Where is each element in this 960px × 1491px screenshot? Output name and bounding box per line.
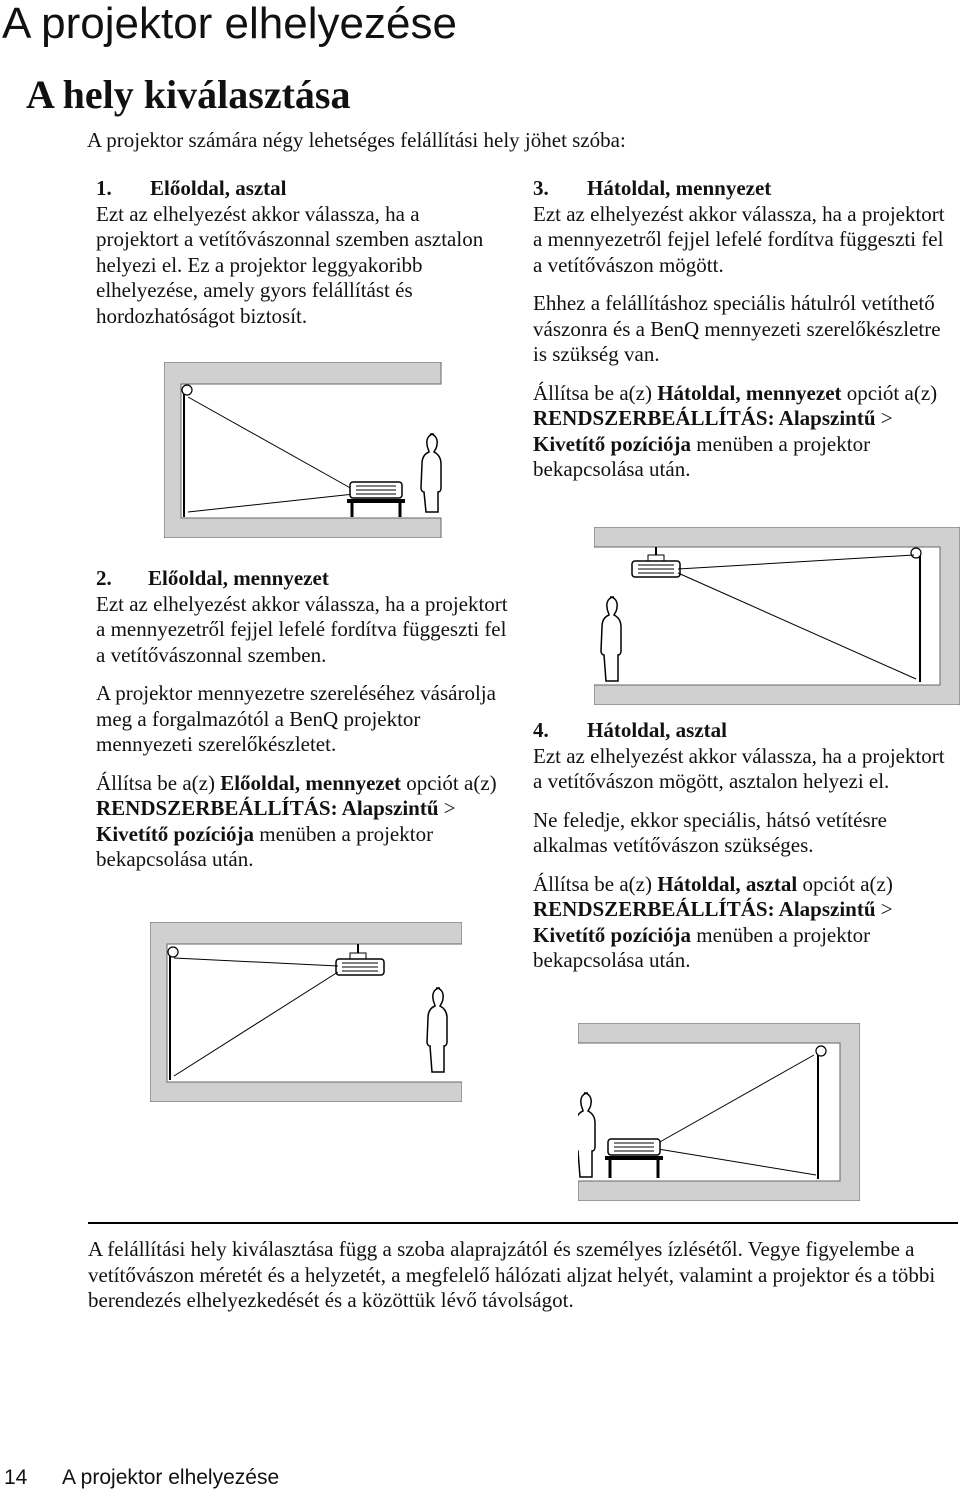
item-heading-text: Hátoldal, asztal (587, 718, 727, 742)
diagram-front-ceiling (150, 922, 462, 1102)
diagram-rear-table (578, 1023, 860, 1201)
divider (88, 1222, 958, 1224)
item-heading (533, 176, 953, 202)
projector-icon (336, 944, 384, 975)
item-heading (96, 566, 511, 592)
footer-section: A projektor elhelyezése (62, 1466, 280, 1489)
item-front-ceiling (96, 566, 511, 886)
projector-icon (608, 1139, 660, 1155)
item-paragraph: Állítsa be a(z) Előoldal, mennyezet opciót a(z) RENDSZERBEÁLLÍTÁS: Alapszintű > Kivetítő pozíciója menüben a projektor bekapcsolása után. (96, 770, 497, 871)
note-text: A felállítási hely kiválasztása függ a szoba alaprajzától és személyes ízlésétől. Vegye figyelembe a vetítővászon méretét és a helyzetét, a megfelelő hálózati aljzat helyét, valamint a projektor és a többi berendezés elhelyezkedését és a közöttük lévő távolságot. (88, 1237, 936, 1312)
person-icon (427, 988, 447, 1072)
diagram-rear-ceiling (594, 527, 960, 705)
item-heading-text: Hátoldal, mennyezet (587, 176, 772, 200)
item-number: 1. (96, 176, 112, 200)
item-number: 3. (533, 176, 549, 200)
item-paragraph: A projektor mennyezetre szereléséhez vásárolja meg a forgalmazótól a BenQ projektor mennyezeti szerelőkészletet. (96, 681, 496, 756)
item-number: 2. (96, 566, 112, 590)
item-heading (96, 176, 486, 202)
person-icon (578, 1093, 595, 1177)
person-icon (601, 597, 621, 681)
table-icon (605, 1156, 663, 1178)
diagram-front-table (164, 362, 442, 538)
item-paragraph: Ne feledje, ekkor speciális, hátsó vetítésre alkalmas vetítővászon szükséges. (533, 807, 887, 857)
item-paragraph: Ezt az elhelyezést akkor válassza, ha a projektort a vetítővászon mögött, asztalon helyezi el. (533, 743, 945, 793)
item-number: 4. (533, 718, 549, 742)
person-icon (421, 434, 441, 512)
item-paragraph: Állítsa be a(z) Hátoldal, asztal opciót a(z) RENDSZERBEÁLLÍTÁS: Alapszintű > Kivetítő pozíciója menüben a projektor bekapcsolása után. (533, 871, 893, 972)
page-number: 14 (4, 1466, 28, 1489)
item-rear-ceiling (533, 176, 953, 496)
item-paragraph: Ezt az elhelyezést akkor válassza, ha a projektort a vetítővászonnal szemben asztalon helyezi el. Ez a projektor leggyakoribb elhelyezése, amely gyors felállítást és hordozhatóságot biztosít. (96, 201, 484, 328)
section-title: A hely kiválasztása (26, 72, 351, 117)
item-paragraph: Ehhez a felállításhoz speciális hátulról vetíthető vászonra és a BenQ mennyezeti szerelőkészletre is szükség van. (533, 291, 941, 366)
intro-text: A projektor számára négy lehetséges felállítási hely jöhet szóba: (87, 128, 626, 152)
item-front-table (96, 176, 486, 342)
item-paragraph: Ezt az elhelyezést akkor válassza, ha a projektort a mennyezetről fejjel lefelé fordítva függeszti fel a vetítővászonnal szemben. (96, 591, 508, 667)
projector-icon (350, 482, 402, 498)
item-heading (533, 718, 953, 744)
item-rear-table (533, 718, 953, 987)
table-icon (347, 499, 405, 517)
item-heading-text: Előoldal, mennyezet (148, 566, 329, 590)
item-paragraph: Állítsa be a(z) Hátoldal, mennyezet opciót a(z) RENDSZERBEÁLLÍTÁS: Alapszintű > Kivetítő pozíciója menüben a projektor bekapcsolása után. (533, 380, 938, 481)
item-paragraph: Ezt az elhelyezést akkor válassza, ha a projektort a mennyezetről fejjel lefelé fordítva függeszti fel a vetítővászon mögött. (533, 201, 945, 277)
projector-icon (632, 547, 680, 577)
item-heading-text: Előoldal, asztal (150, 176, 287, 200)
page-title: A projektor elhelyezése (2, 0, 457, 48)
page-footer (4, 1465, 279, 1491)
